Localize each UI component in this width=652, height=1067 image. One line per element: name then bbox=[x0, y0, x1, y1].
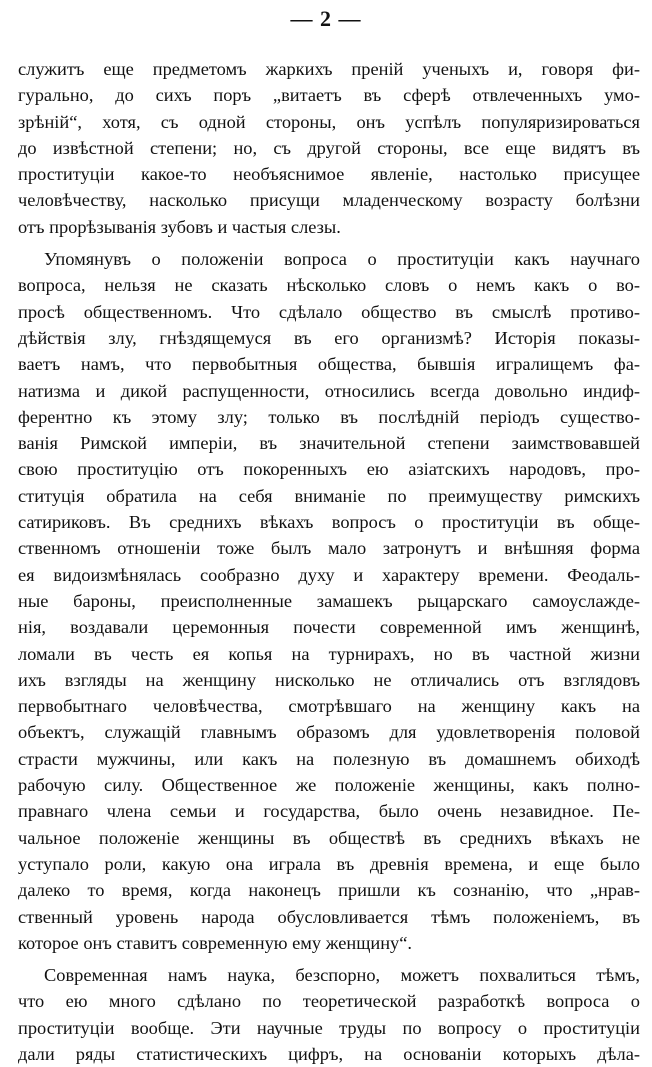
text-line: ственный уровень народа обусловливается тѣмъ положеніемъ, въ bbox=[18, 906, 640, 927]
text-line: дѣйствія злу, гнѣздящемуся въ его организмѣ? Исторія показы- bbox=[18, 327, 640, 348]
text-line: ституція обратила на себя вниманіе по преимуществу римскихъ bbox=[18, 485, 640, 506]
text-line: отъ прорѣзыванія зубовъ и частыя слезы. bbox=[18, 216, 341, 237]
text-line: Современная намъ наука, безспорно, можетъ похвалиться тѣмъ, bbox=[44, 965, 640, 986]
text-line: рабочую силу. Общественное же положеніе женщины, какъ полно- bbox=[18, 775, 640, 796]
paragraph-1 bbox=[18, 56, 640, 240]
text-line: Упомянувъ о положеніи вопроса о проституціи какъ научнаго bbox=[44, 249, 640, 270]
text-line: ея видоизмѣнялась сообразно духу и характеру времени. Феодаль- bbox=[18, 564, 640, 585]
text-line: ваетъ намъ, что первобытныя общества, бывшія игралищемъ фа- bbox=[18, 354, 640, 375]
text-line: далеко то время, когда наконецъ пришли къ сознанію, что „нрав- bbox=[18, 880, 640, 901]
text-line: вопроса, нельзя не сказать нѣсколько словъ о немъ какъ о во- bbox=[18, 275, 640, 296]
text-line: ломали въ честь ея копья на турнирахъ, но въ частной жизни bbox=[18, 643, 640, 664]
text-line: служитъ еще предметомъ жаркихъ преній ученыхъ и, говоря фи- bbox=[18, 59, 640, 79]
text-line: что ею много сдѣлано по теоретической разработкѣ вопроса о bbox=[18, 991, 640, 1012]
text-line: уступало роли, какую она играла въ древнія времена, и еще было bbox=[18, 853, 640, 874]
text-line: свою проституцію отъ покоренныхъ ею азіатскихъ народовъ, про- bbox=[18, 459, 640, 480]
text-line: до извѣстной степени; но, съ другой стороны, все еще видятъ въ bbox=[18, 137, 640, 158]
text-line: страсти мужчины, или какъ на полезную въ домашнемъ обиходѣ bbox=[18, 748, 640, 769]
body-text bbox=[18, 56, 640, 1067]
text-line: чальное положеніе женщины въ обществѣ въ среднихъ вѣкахъ не bbox=[18, 827, 640, 848]
page-number: — 2 — bbox=[290, 6, 362, 31]
text-line: дали ряды статистическихъ цифръ, на основаніи которыхъ дѣла- bbox=[18, 1043, 640, 1064]
text-line: проституціи вообще. Эти научные труды по вопросу о проституціи bbox=[18, 1017, 640, 1038]
text-line: нія, воздавали церемонныя почести современной имъ женщинѣ, bbox=[18, 617, 640, 638]
text-line: ванія Римской имперіи, въ значительной степени заимствовавшей bbox=[18, 433, 640, 454]
text-line: правнаго члена семьи и государства, было очень незавидное. Пе- bbox=[18, 801, 640, 822]
text-line: первобытнаго человѣчества, смотрѣвшаго на женщину какъ на bbox=[18, 696, 640, 717]
text-line: ихъ взгляды на женщину нисколько не отличались отъ взглядовъ bbox=[18, 669, 640, 690]
text-line: просѣ общественномъ. Что сдѣлало общество въ смыслѣ противо- bbox=[18, 301, 640, 322]
text-line: человѣчеству, насколько присущи младенческому возрасту болѣзни bbox=[18, 190, 640, 211]
text-line: которое онъ ставитъ современную ему женщину“. bbox=[18, 932, 412, 953]
text-line: зрѣній“, хотя, съ одной стороны, онъ успѣлъ популяризироваться bbox=[18, 111, 640, 132]
text-line: гурально, до сихъ поръ „витаетъ въ сферѣ отвлеченныхъ умо- bbox=[18, 85, 640, 106]
text-line: ные бароны, преисполненные замашекъ рыцарскаго самоуслажде- bbox=[18, 590, 640, 611]
text-line: ферентно къ этому злу; только въ послѣдній періодъ существо- bbox=[18, 406, 640, 427]
text-line: сатириковъ. Въ среднихъ вѣкахъ вопросъ о проституціи въ обще- bbox=[18, 512, 640, 533]
text-line: проституціи какое-то необъяснимое явленіе, настолько присущее bbox=[18, 164, 640, 185]
text-line: ственномъ отношеніи тоже былъ мало затронутъ и внѣшняя форма bbox=[18, 538, 640, 559]
paragraph-3 bbox=[18, 962, 640, 1067]
text-line: натизма и дикой распущенности, относились всегда довольно индиф- bbox=[18, 380, 640, 401]
paragraph-2 bbox=[18, 246, 640, 956]
text-line: объектъ, служащій главнымъ образомъ для удовлетворенія половой bbox=[18, 722, 640, 743]
